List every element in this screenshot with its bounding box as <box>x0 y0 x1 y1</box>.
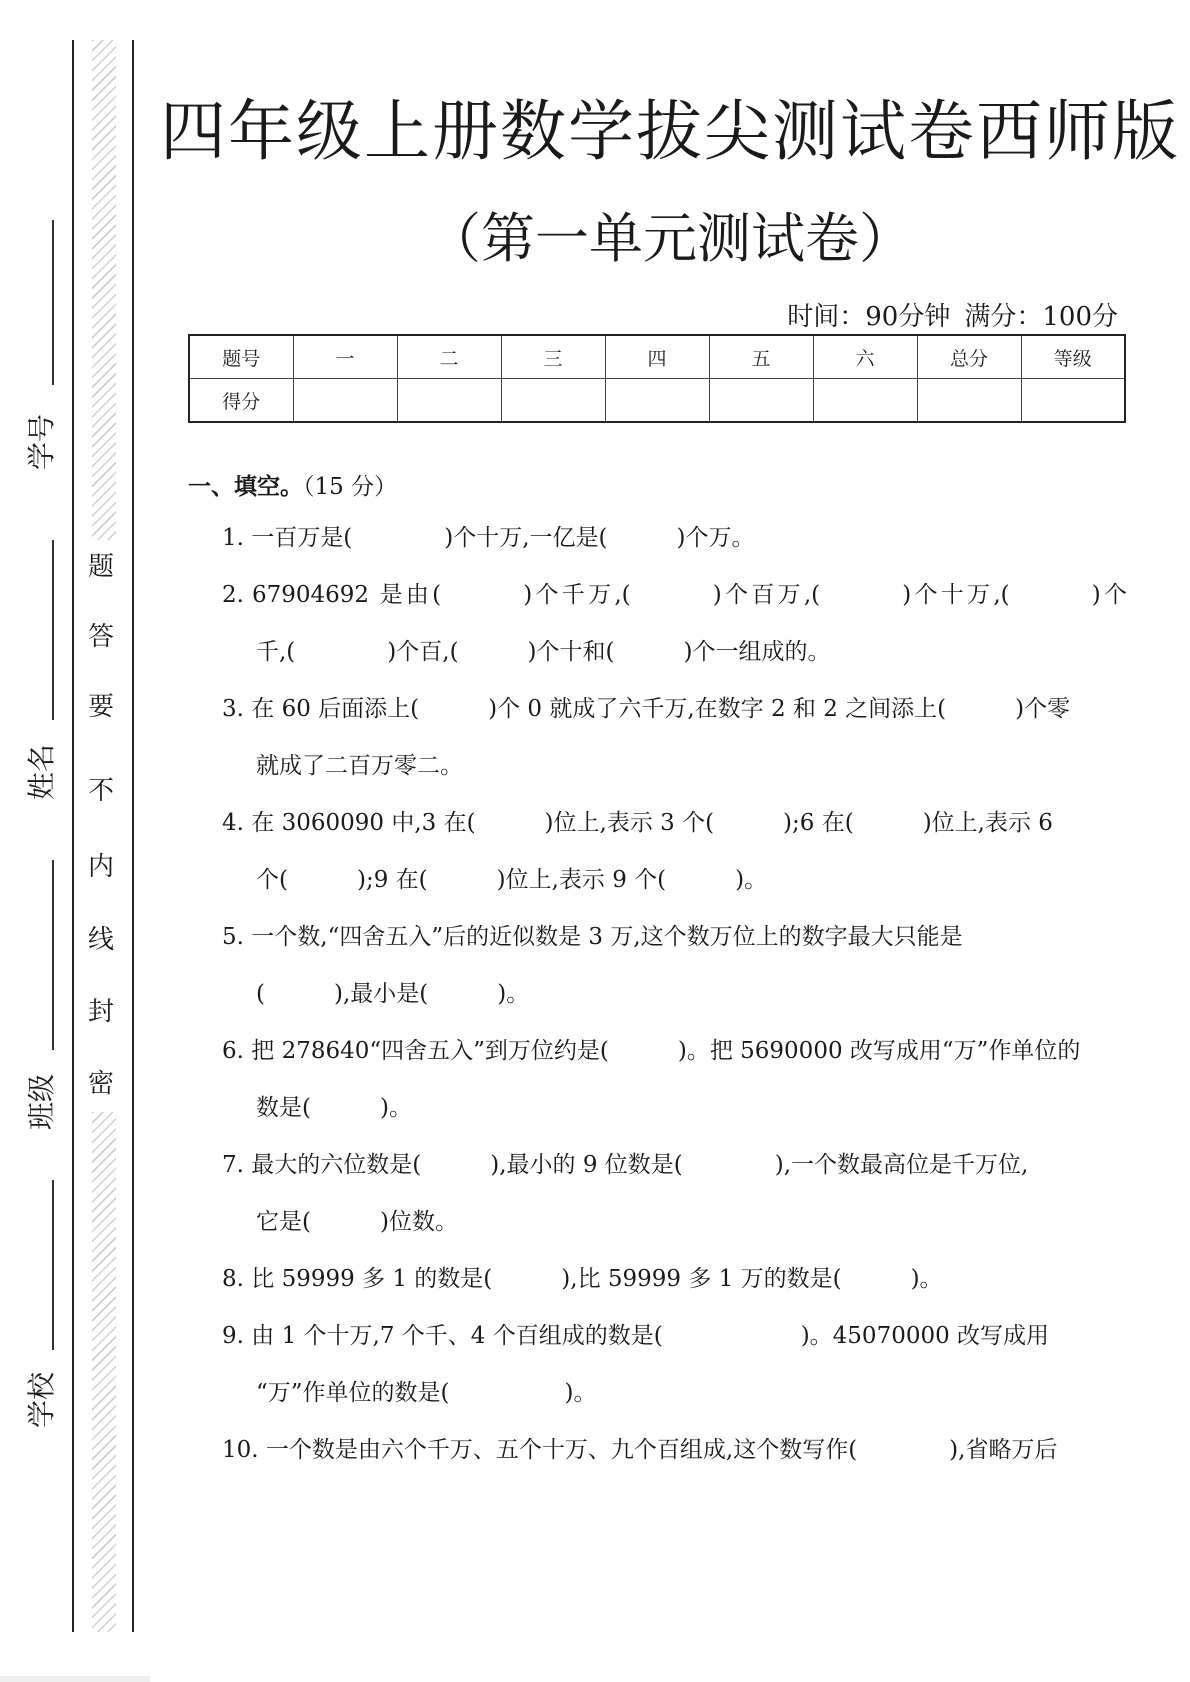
question-number: 4. <box>222 810 244 836</box>
question-6 <box>222 1023 1127 1137</box>
score-table-header-row <box>189 335 1125 379</box>
question-5 <box>222 909 1127 1023</box>
seal-char: 答 <box>87 622 114 652</box>
score-cell[interactable] <box>397 379 501 423</box>
score-header-cell: 题号 <box>189 335 293 379</box>
student-id-label: 学号 <box>25 413 58 470</box>
question-3 <box>222 681 1127 795</box>
question-number: 8. <box>222 1266 244 1292</box>
question-text-continued: 它是( )位数。 <box>256 1209 458 1235</box>
question-10 <box>222 1422 1127 1479</box>
score-cell[interactable] <box>1021 379 1125 423</box>
class-blank[interactable] <box>52 860 54 1050</box>
hatch-decoration-bottom <box>92 1112 116 1632</box>
score-cell[interactable] <box>813 379 917 423</box>
question-number: 10. <box>222 1437 259 1463</box>
score-table-score-row <box>189 379 1125 423</box>
score-header-cell: 六 <box>813 335 917 379</box>
school-blank[interactable] <box>52 1180 54 1350</box>
score-cell[interactable] <box>501 379 605 423</box>
page-subtitle: （第一单元测试卷） <box>427 207 913 270</box>
score-header-cell: 四 <box>605 335 709 379</box>
question-text: 67904692 是由( )个千万,( )个百万,( )个十万,( )个 <box>251 582 1127 608</box>
question-1 <box>222 510 1127 567</box>
score-cell[interactable] <box>917 379 1021 423</box>
question-text-continued: 千,( )个百,( )个十和( )个一组成的。 <box>256 639 831 665</box>
seal-char: 密 <box>87 1069 114 1099</box>
question-text: 由 1 个十万,7 个千、4 个百组成的数是( )。45070000 改写成用 <box>251 1323 1050 1349</box>
question-text: 比 59999 多 1 的数是( ),比 59999 多 1 万的数是( )。 <box>251 1266 943 1292</box>
binding-margin <box>0 0 140 1682</box>
score-table <box>188 334 1126 423</box>
question-text: 把 278640“四舍五入”到万位约是( )。把 5690000 改写成用“万”作单位的 <box>251 1038 1081 1064</box>
margin-rule-left <box>72 40 74 1632</box>
score-header-cell: 三 <box>501 335 605 379</box>
section-title: 一、填空。 <box>188 474 303 500</box>
question-text-continued: 就成了二百万零二。 <box>256 753 463 779</box>
seal-char: 封 <box>87 997 114 1027</box>
seal-char: 线 <box>87 925 114 955</box>
question-text-continued: 数是( )。 <box>256 1095 412 1121</box>
name-blank[interactable] <box>52 540 54 720</box>
question-7 <box>222 1137 1127 1251</box>
question-text-continued: 个( );9 在( )位上,表示 9 个( )。 <box>256 867 768 893</box>
question-number: 6. <box>222 1038 244 1064</box>
seal-char: 内 <box>87 852 114 882</box>
question-text: 最大的六位数是( ),最小的 9 位数是( ),一个数最高位是千万位, <box>251 1152 1029 1178</box>
question-number: 2. <box>222 582 244 608</box>
class-label: 班级 <box>25 1073 58 1130</box>
page-title: 四年级上册数学拔尖测试卷西师版 <box>160 93 1180 170</box>
section-points: （15 分） <box>303 474 398 500</box>
score-cell[interactable] <box>605 379 709 423</box>
name-label: 姓名 <box>25 743 58 800</box>
seal-char: 不 <box>87 776 114 806</box>
question-text: 一个数,“四舍五入”后的近似数是 3 万,这个数万位上的数字最大只能是 <box>251 924 963 950</box>
question-number: 3. <box>222 696 244 722</box>
question-2 <box>222 567 1127 681</box>
score-header-cell: 等级 <box>1021 335 1125 379</box>
score-header-cell: 五 <box>709 335 813 379</box>
question-text: 在 3060090 中,3 在( )位上,表示 3 个( );6 在( )位上,表示 6 <box>251 810 1053 836</box>
question-text-continued: “万”作单位的数是( )。 <box>256 1380 597 1406</box>
question-9 <box>222 1308 1127 1422</box>
exam-time: 时间：90分钟 <box>787 302 951 332</box>
section-heading <box>188 468 397 501</box>
question-text-continued: ( ),最小是( )。 <box>256 981 530 1007</box>
score-row-label: 得分 <box>189 379 293 423</box>
question-number: 9. <box>222 1323 244 1349</box>
score-header-cell: 一 <box>293 335 397 379</box>
exam-full-score: 满分：100分 <box>964 302 1118 332</box>
question-4 <box>222 795 1127 909</box>
school-label: 学校 <box>25 1371 58 1428</box>
score-header-cell: 总分 <box>917 335 1021 379</box>
score-cell[interactable] <box>293 379 397 423</box>
exam-meta <box>787 296 1118 333</box>
question-text: 在 60 后面添上( )个 0 就成了六千万,在数字 2 和 2 之间添上( )个零 <box>251 696 1071 722</box>
margin-rule-right <box>132 40 134 1632</box>
question-text: 一百万是( )个十万,一亿是( )个万。 <box>251 525 755 551</box>
question-8 <box>222 1251 1127 1308</box>
hatch-decoration-top <box>92 40 116 540</box>
question-number: 1. <box>222 525 244 551</box>
student-id-blank[interactable] <box>52 220 54 385</box>
score-header-cell: 二 <box>397 335 501 379</box>
seal-char: 题 <box>87 552 114 582</box>
question-number: 7. <box>222 1152 244 1178</box>
score-cell[interactable] <box>709 379 813 423</box>
scan-edge-strip <box>0 1676 150 1682</box>
question-number: 5. <box>222 924 244 950</box>
question-text: 一个数是由六个千万、五个十万、九个百组成,这个数写作( ),省略万后 <box>265 1437 1058 1463</box>
seal-char: 要 <box>87 692 114 722</box>
